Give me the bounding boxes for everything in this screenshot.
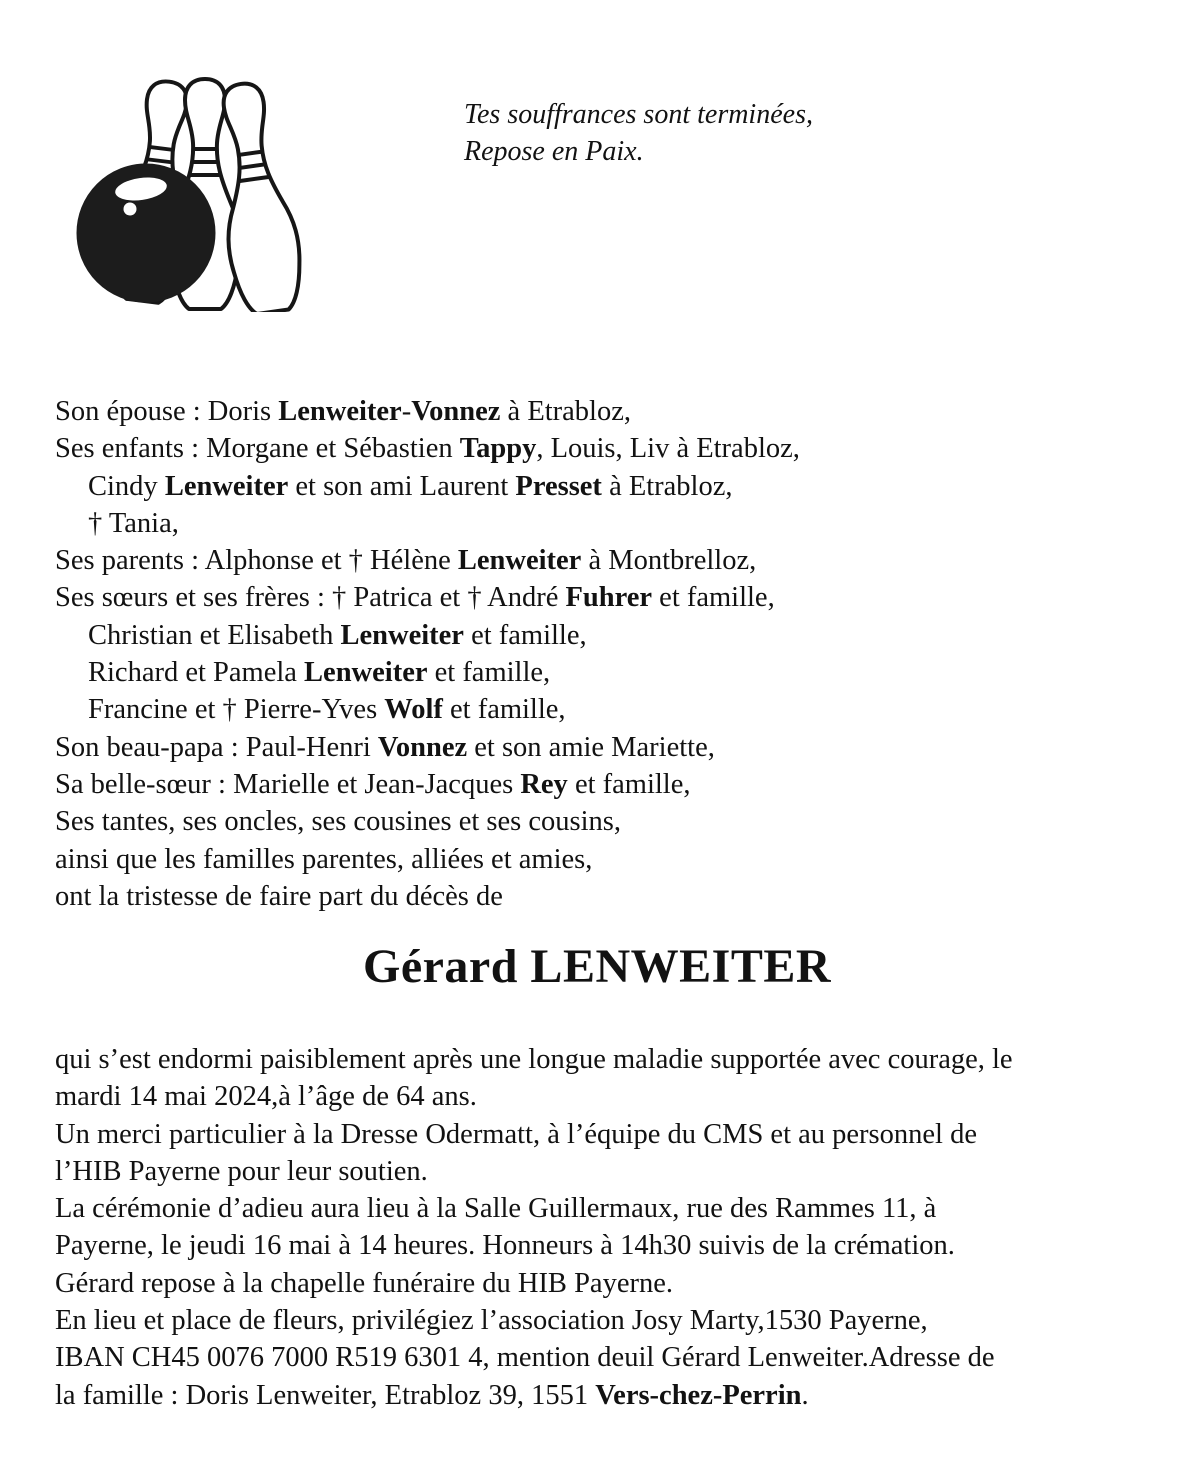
text-line: mardi 14 mai 2024,à l’âge de 64 ans.: [55, 1081, 477, 1113]
deceased-name-title: Gérard LENWEITER: [362, 940, 832, 993]
bowling-illustration: [70, 62, 320, 312]
text-line: qui s’est endormi paisiblement après une longue maladie supportée avec courage, le: [55, 1044, 1013, 1075]
text-line: IBAN CH45 0076 7000 R519 6301 4, mention deuil Gérard Lenweiter.Adresse de: [55, 1342, 995, 1374]
funeral-details: [55, 1041, 1013, 1414]
text-line: La cérémonie d’adieu aura lieu à la Salle Guillermaux, rue des Rammes 11, à: [55, 1193, 937, 1225]
text-line: Sa belle-sœur : Marielle et Jean-Jacques Rey et famille,: [55, 768, 691, 800]
text-line: ont la tristesse de faire part du décès de: [55, 880, 503, 912]
text-line: Ses tantes, ses oncles, ses cousines et ses cousins,: [55, 806, 621, 838]
text-line: Cindy Lenweiter et son ami Laurent Presset à Etrabloz,: [88, 470, 733, 502]
text-line: Son beau-papa : Paul-Henri Vonnez et son amie Mariette,: [55, 731, 715, 763]
quote-line-1: Tes souffrances sont terminées,: [464, 99, 813, 130]
text-line: Ses parents : Alphonse et † Hélène Lenweiter à Montbrelloz,: [55, 545, 757, 577]
text-line: la famille : Doris Lenweiter, Etrabloz 39, 1551 Vers-chez-Perrin.: [55, 1379, 809, 1411]
text-line: Christian et Elisabeth Lenweiter et famille,: [88, 619, 587, 651]
text-line: Payerne, le jeudi 16 mai à 14 heures. Honneurs à 14h30 suivis de la crémation.: [55, 1230, 955, 1262]
text-line: Gérard repose à la chapelle funéraire du HIB Payerne.: [55, 1267, 673, 1299]
text-line: † Tania,: [88, 507, 179, 539]
text-line: l’HIB Payerne pour leur soutien.: [55, 1155, 428, 1187]
text-line: Francine et † Pierre-Yves Wolf et famille,: [88, 694, 566, 726]
text-line: Ses enfants : Morgane et Sébastien Tappy, Louis, Liv à Etrabloz,: [55, 433, 800, 465]
memorial-quote: [464, 96, 813, 170]
quote-line-2: Repose en Paix.: [464, 136, 644, 167]
bowling-ball-and-pins-icon: [70, 62, 320, 312]
text-line: En lieu et place de fleurs, privilégiez l’association Josy Marty,1530 Payerne,: [55, 1305, 928, 1337]
text-line: ainsi que les familles parentes, alliées et amies,: [55, 843, 593, 875]
text-line: Ses sœurs et ses frères : † Patrica et † André Fuhrer et famille,: [55, 582, 775, 614]
text-line: Richard et Pamela Lenweiter et famille,: [88, 657, 551, 689]
family-announcement-list: [55, 393, 800, 915]
text-line: Un merci particulier à la Dresse Odermatt, à l’équipe du CMS et au personnel de: [55, 1118, 977, 1150]
text-line: Son épouse : Doris Lenweiter-Vonnez à Etrabloz,: [55, 396, 631, 427]
